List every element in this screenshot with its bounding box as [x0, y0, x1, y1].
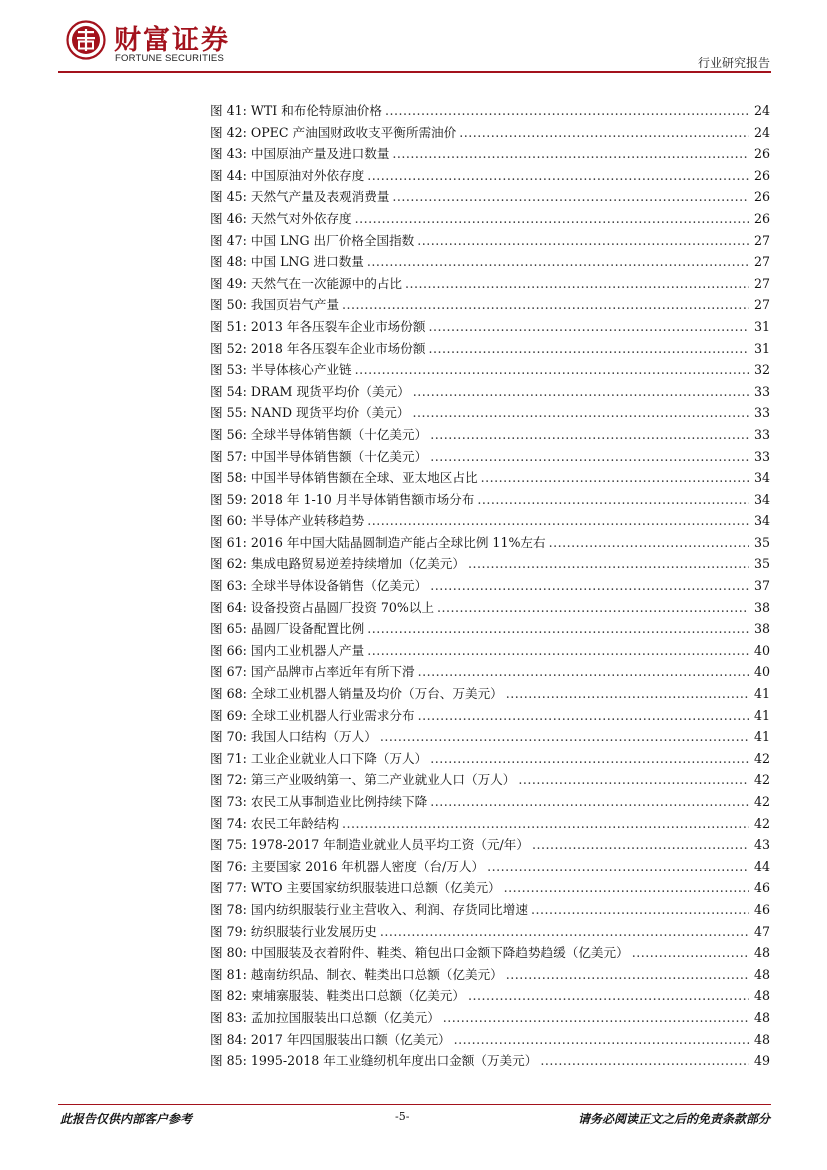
toc-entry-page: 33 — [753, 426, 770, 442]
toc-entry-number: 图 53: — [210, 362, 247, 378]
toc-entry-page: 42 — [753, 772, 770, 788]
toc-entry-number: 图 45: — [210, 189, 247, 205]
toc-entry-title: 全球工业机器人行业需求分布 — [250, 707, 415, 723]
toc-dot-leader — [380, 921, 749, 943]
toc-entry-page: 24 — [753, 124, 770, 140]
toc-entry-number: 图 75: — [210, 837, 247, 853]
toc-entry-page: 47 — [753, 923, 770, 939]
report-type-label: 行业研究报告 — [697, 56, 770, 70]
toc-dot-leader — [392, 186, 749, 208]
toc-dot-leader — [468, 553, 749, 575]
toc-entry[interactable] — [210, 597, 770, 619]
toc-entry-number: 图 46: — [210, 210, 247, 226]
toc-entry-number: 图 85: — [210, 1053, 247, 1069]
toc-entry-title: 我国人口结构（万人） — [250, 729, 377, 745]
toc-entry[interactable] — [210, 791, 770, 813]
toc-entry-number: 图 58: — [210, 470, 247, 486]
toc-entry-title: 2016 年中国大陆晶圆制造产能占全球比例 11%左右 — [250, 534, 546, 550]
toc-dot-leader — [418, 705, 749, 727]
toc-entry-title: 1995-2018 年工业缝纫机年度出口金额（万美元） — [250, 1053, 538, 1069]
toc-entry-number: 图 64: — [210, 599, 247, 615]
toc-entry-page: 33 — [753, 405, 770, 421]
toc-entry-page: 26 — [753, 210, 770, 226]
toc-entry-page: 26 — [753, 167, 770, 183]
toc-dot-leader — [412, 402, 749, 424]
toc-dot-leader — [367, 251, 749, 273]
toc-entry-number: 图 73: — [210, 794, 247, 809]
toc-entry[interactable] — [210, 338, 770, 360]
toc-entry-page: 40 — [753, 664, 770, 680]
toc-entry[interactable] — [210, 273, 770, 295]
toc-entry-page: 27 — [753, 254, 770, 270]
toc-entry[interactable] — [210, 769, 770, 791]
toc-entry-page: 31 — [753, 318, 770, 334]
toc-entry[interactable] — [210, 877, 770, 899]
toc-entry-number: 图 69: — [210, 707, 247, 723]
toc-entry[interactable] — [210, 402, 770, 424]
toc-entry[interactable] — [210, 618, 770, 640]
toc-dot-leader — [477, 489, 749, 511]
toc-dot-leader — [468, 985, 749, 1007]
toc-entry-page: 49 — [753, 1053, 770, 1069]
toc-entry[interactable] — [210, 661, 770, 683]
toc-entry[interactable] — [210, 1007, 770, 1029]
toc-entry[interactable] — [210, 122, 770, 144]
toc-entry[interactable] — [210, 186, 770, 208]
toc-entry-number: 图 70: — [210, 729, 247, 745]
toc-entry-page: 44 — [753, 858, 770, 874]
toc-dot-leader — [518, 769, 749, 791]
toc-entry-title: 中国 LNG 进口数量 — [250, 254, 364, 270]
toc-entry-number: 图 50: — [210, 297, 247, 313]
toc-entry-page: 42 — [753, 794, 770, 809]
toc-entry-page: 41 — [753, 707, 770, 723]
toc-entry-number: 图 82: — [210, 988, 247, 1004]
toc-entry[interactable] — [210, 381, 770, 403]
toc-dot-leader — [413, 381, 749, 403]
toc-entry[interactable] — [210, 424, 770, 446]
toc-entry-title: 中国半导体销售额（十亿美元） — [250, 448, 428, 464]
toc-entry[interactable] — [210, 640, 770, 662]
toc-dot-leader — [532, 834, 749, 856]
toc-entry-number: 图 76: — [210, 858, 247, 874]
toc-entry-title: 半导体核心产业链 — [250, 362, 352, 378]
toc-entry-page: 43 — [753, 837, 770, 853]
toc-entry-page: 27 — [753, 275, 770, 291]
toc-entry-number: 图 77: — [210, 880, 247, 896]
toc-dot-leader — [367, 640, 749, 662]
toc-dot-leader — [487, 856, 749, 878]
toc-entry-number: 图 83: — [210, 1009, 247, 1025]
toc-entry-number: 图 49: — [210, 275, 247, 291]
toc-entry-title: 2018 年 1-10 月半导体销售额市场分布 — [250, 491, 475, 507]
toc-entry-page: 48 — [753, 966, 770, 982]
toc-dot-leader — [430, 575, 749, 597]
toc-entry[interactable] — [210, 489, 770, 511]
toc-entry-number: 图 54: — [210, 383, 247, 399]
toc-entry-page: 26 — [753, 146, 770, 162]
toc-entry-page: 38 — [753, 599, 770, 615]
toc-entry-title: WTO 主要国家纺织服装进口总额（亿美元） — [250, 880, 501, 896]
toc-entry[interactable] — [210, 230, 770, 252]
toc-dot-leader — [392, 143, 749, 165]
toc-dot-leader — [443, 1007, 749, 1029]
toc-entry[interactable] — [210, 208, 770, 230]
toc-entry-title: 1978-2017 年制造业就业人员平均工资（元/年） — [250, 837, 529, 853]
fortune-logo-icon — [66, 20, 106, 60]
toc-entry-page: 41 — [753, 729, 770, 745]
toc-dot-leader — [405, 273, 749, 295]
toc-entry[interactable] — [210, 942, 770, 964]
toc-entry-number: 图 78: — [210, 901, 247, 917]
toc-dot-leader — [459, 122, 749, 144]
toc-dot-leader — [430, 424, 749, 446]
toc-entry-title: 国产品牌市占率近年有所下滑 — [250, 664, 415, 680]
toc-entry-title: 中国 LNG 出厂价格全国指数 — [250, 232, 415, 248]
toc-entry[interactable] — [210, 100, 770, 122]
toc-entry-number: 图 61: — [210, 534, 247, 550]
toc-entry-page: 34 — [753, 513, 770, 529]
toc-entry-title: 柬埔寨服装、鞋类出口总额（亿美元） — [250, 988, 465, 1004]
toc-entry-title: 2017 年四国服装出口额（亿美元） — [250, 1031, 451, 1047]
toc-entry[interactable] — [210, 705, 770, 727]
toc-dot-leader — [437, 597, 749, 619]
toc-entry[interactable] — [210, 921, 770, 943]
toc-dot-leader — [540, 1050, 749, 1072]
toc-entry-page: 33 — [753, 383, 770, 399]
toc-entry-number: 图 65: — [210, 621, 247, 637]
toc-entry-page: 31 — [753, 340, 770, 356]
toc-entry[interactable] — [210, 964, 770, 986]
toc-entry-page: 35 — [753, 534, 770, 550]
page-number: -5- — [395, 1110, 410, 1123]
toc-entry-page: 35 — [753, 556, 770, 572]
toc-entry-title: 中国原油产量及进口数量 — [250, 146, 390, 162]
toc-entry-page: 24 — [753, 103, 770, 118]
toc-entry-title: 纺织服装行业发展历史 — [250, 923, 377, 939]
toc-entry-title: 全球工业机器人销量及均价（万台、万美元） — [250, 686, 503, 702]
toc-entry-title: 晶圆厂设备配置比例 — [250, 621, 365, 637]
toc-entry-number: 图 67: — [210, 664, 247, 680]
toc-dot-leader — [506, 683, 749, 705]
toc-entry-title: 天然气产量及表观消费量 — [250, 189, 390, 205]
toc-entry-number: 图 72: — [210, 772, 247, 788]
toc-entry-page: 40 — [753, 642, 770, 658]
toc-dot-leader — [549, 532, 749, 554]
toc-entry[interactable] — [210, 359, 770, 381]
toc-entry-page: 42 — [753, 815, 770, 831]
toc-entry-page: 32 — [753, 362, 770, 378]
toc-entry-title: 2018 年各压裂车企业市场份额 — [250, 340, 426, 356]
toc-entry-number: 图 74: — [210, 815, 247, 831]
footer-disclaimer-left: 此报告仅供内部客户参考 — [60, 1112, 193, 1126]
toc-entry[interactable] — [210, 446, 770, 468]
toc-entry-number: 图 47: — [210, 232, 247, 248]
toc-entry-number: 图 43: — [210, 146, 247, 162]
toc-entry[interactable] — [210, 467, 770, 489]
toc-entry-title: 2013 年各压裂车企业市场份额 — [250, 318, 426, 334]
toc-dot-leader — [367, 510, 749, 532]
toc-entry-page: 42 — [753, 750, 770, 766]
toc-entry[interactable] — [210, 834, 770, 856]
toc-entry-page: 37 — [753, 578, 770, 594]
toc-entry-page: 33 — [753, 448, 770, 464]
toc-entry-title: 全球半导体销售额（十亿美元） — [250, 426, 428, 442]
toc-entry-title: OPEC 产油国财政收支平衡所需油价 — [250, 124, 457, 140]
toc-entry-title: 国内工业机器人产量 — [250, 642, 365, 658]
toc-entry-title: 天然气在一次能源中的占比 — [250, 275, 402, 291]
toc-entry-page: 41 — [753, 686, 770, 702]
toc-entry[interactable] — [210, 316, 770, 338]
toc-entry-page: 46 — [753, 901, 770, 917]
toc-entry-title: 我国页岩气产量 — [250, 297, 340, 313]
toc-entry-number: 图 48: — [210, 254, 247, 270]
toc-entry-title: DRAM 现货平均价（美元） — [250, 383, 410, 399]
toc-entry[interactable] — [210, 1029, 770, 1051]
toc-entry-number: 图 71: — [210, 750, 247, 766]
toc-entry-title: 农民工从事制造业比例持续下降 — [250, 794, 428, 809]
toc-entry-number: 图 62: — [210, 556, 247, 572]
toc-entry-title: WTI 和布伦特原油价格 — [250, 103, 382, 118]
toc-entry[interactable] — [210, 813, 770, 835]
toc-entry-page: 46 — [753, 880, 770, 896]
toc-dot-leader — [430, 748, 749, 770]
toc-entry-number: 图 57: — [210, 448, 247, 464]
logo-english-name: FORTUNE SECURITIES — [115, 53, 224, 64]
toc-entry[interactable] — [210, 294, 770, 316]
toc-entry[interactable] — [210, 143, 770, 165]
toc-dot-leader — [430, 446, 749, 468]
toc-dot-leader — [504, 877, 749, 899]
toc-entry-page: 27 — [753, 232, 770, 248]
toc-entry-title: 天然气对外依存度 — [250, 210, 352, 226]
page-header — [60, 14, 770, 70]
toc-entry-number: 图 84: — [210, 1031, 247, 1047]
toc-entry[interactable] — [210, 726, 770, 748]
toc-entry-number: 图 52: — [210, 340, 247, 356]
toc-dot-leader — [531, 899, 749, 921]
toc-entry-number: 图 51: — [210, 318, 247, 334]
toc-entry-number: 图 79: — [210, 923, 247, 939]
toc-dot-leader — [355, 208, 749, 230]
footer-disclaimer-right: 请务必阅读正文之后的免责条款部分 — [577, 1112, 770, 1126]
toc-entry[interactable] — [210, 510, 770, 532]
toc-entry-number: 图 42: — [210, 124, 247, 140]
toc-entry-page: 48 — [753, 1009, 770, 1025]
toc-dot-leader — [632, 942, 749, 964]
toc-entry-page: 38 — [753, 621, 770, 637]
toc-entry-number: 图 59: — [210, 491, 247, 507]
toc-entry[interactable] — [210, 532, 770, 554]
toc-entry[interactable] — [210, 553, 770, 575]
toc-dot-leader — [355, 359, 749, 381]
toc-entry-number: 图 81: — [210, 966, 247, 982]
toc-dot-leader — [385, 100, 749, 122]
toc-entry[interactable] — [210, 251, 770, 273]
toc-dot-leader — [367, 618, 749, 640]
toc-entry[interactable] — [210, 165, 770, 187]
toc-entry-title: NAND 现货平均价（美元） — [250, 405, 410, 421]
toc-entry-title: 半导体产业转移趋势 — [250, 513, 365, 529]
toc-entry-page: 27 — [753, 297, 770, 313]
toc-entry-title: 工业企业就业人口下降（万人） — [250, 750, 428, 766]
toc-entry-number: 图 55: — [210, 405, 247, 421]
toc-entry-number: 图 60: — [210, 513, 247, 529]
toc-dot-leader — [454, 1029, 749, 1051]
toc-entry-title: 中国原油对外依存度 — [250, 167, 365, 183]
toc-entry-number: 图 44: — [210, 167, 247, 183]
toc-entry-number: 图 66: — [210, 642, 247, 658]
toc-entry[interactable] — [210, 683, 770, 705]
toc-dot-leader — [380, 726, 749, 748]
header-divider — [58, 71, 771, 73]
toc-entry-title: 越南纺织品、制衣、鞋类出口总额（亿美元） — [250, 966, 503, 982]
logo-chinese-name: 财富证券 — [114, 25, 230, 56]
toc-entry-title: 集成电路贸易逆差持续增加（亿美元） — [250, 556, 465, 572]
toc-entry-number: 图 68: — [210, 686, 247, 702]
toc-dot-leader — [506, 964, 749, 986]
toc-entry-title: 国内纺织服装行业主营收入、利润、存货同比增速 — [250, 901, 528, 917]
toc-dot-leader — [428, 338, 749, 360]
toc-entry[interactable] — [210, 899, 770, 921]
toc-entry-title: 全球半导体设备销售（亿美元） — [250, 578, 428, 594]
toc-entry-title: 中国半导体销售额在全球、亚太地区占比 — [250, 470, 478, 486]
toc-dot-leader — [430, 791, 749, 813]
toc-entry-number: 图 56: — [210, 426, 247, 442]
figure-index-list — [210, 100, 770, 1072]
toc-dot-leader — [428, 316, 749, 338]
toc-entry[interactable] — [210, 985, 770, 1007]
toc-entry-page: 34 — [753, 470, 770, 486]
toc-entry-page: 48 — [753, 1031, 770, 1047]
toc-entry-title: 主要国家 2016 年机器人密度（台/万人） — [250, 858, 485, 874]
toc-dot-leader — [367, 165, 749, 187]
toc-dot-leader — [481, 467, 749, 489]
toc-dot-leader — [418, 661, 749, 683]
toc-dot-leader — [342, 294, 749, 316]
toc-entry[interactable] — [210, 748, 770, 770]
toc-entry-page: 34 — [753, 491, 770, 507]
toc-entry[interactable] — [210, 575, 770, 597]
toc-entry-number: 图 63: — [210, 578, 247, 594]
toc-dot-leader — [417, 230, 749, 252]
toc-entry[interactable] — [210, 1050, 770, 1072]
toc-entry-page: 48 — [753, 945, 770, 961]
toc-entry-title: 第三产业吸纳第一、第二产业就业人口（万人） — [250, 772, 516, 788]
toc-entry-title: 孟加拉国服装出口总额（亿美元） — [250, 1009, 440, 1025]
toc-entry-title: 农民工年龄结构 — [250, 815, 340, 831]
footer-divider — [58, 1104, 771, 1105]
toc-entry-number: 图 41: — [210, 103, 247, 118]
toc-dot-leader — [342, 813, 749, 835]
toc-entry[interactable] — [210, 856, 770, 878]
toc-entry-page: 48 — [753, 988, 770, 1004]
toc-entry-number: 图 80: — [210, 945, 247, 961]
toc-entry-title: 中国服装及衣着附件、鞋类、箱包出口金额下降趋势趋缓（亿美元） — [250, 945, 629, 961]
toc-entry-title: 设备投资占晶圆厂投资 70%以上 — [250, 599, 434, 615]
toc-entry-page: 26 — [753, 189, 770, 205]
